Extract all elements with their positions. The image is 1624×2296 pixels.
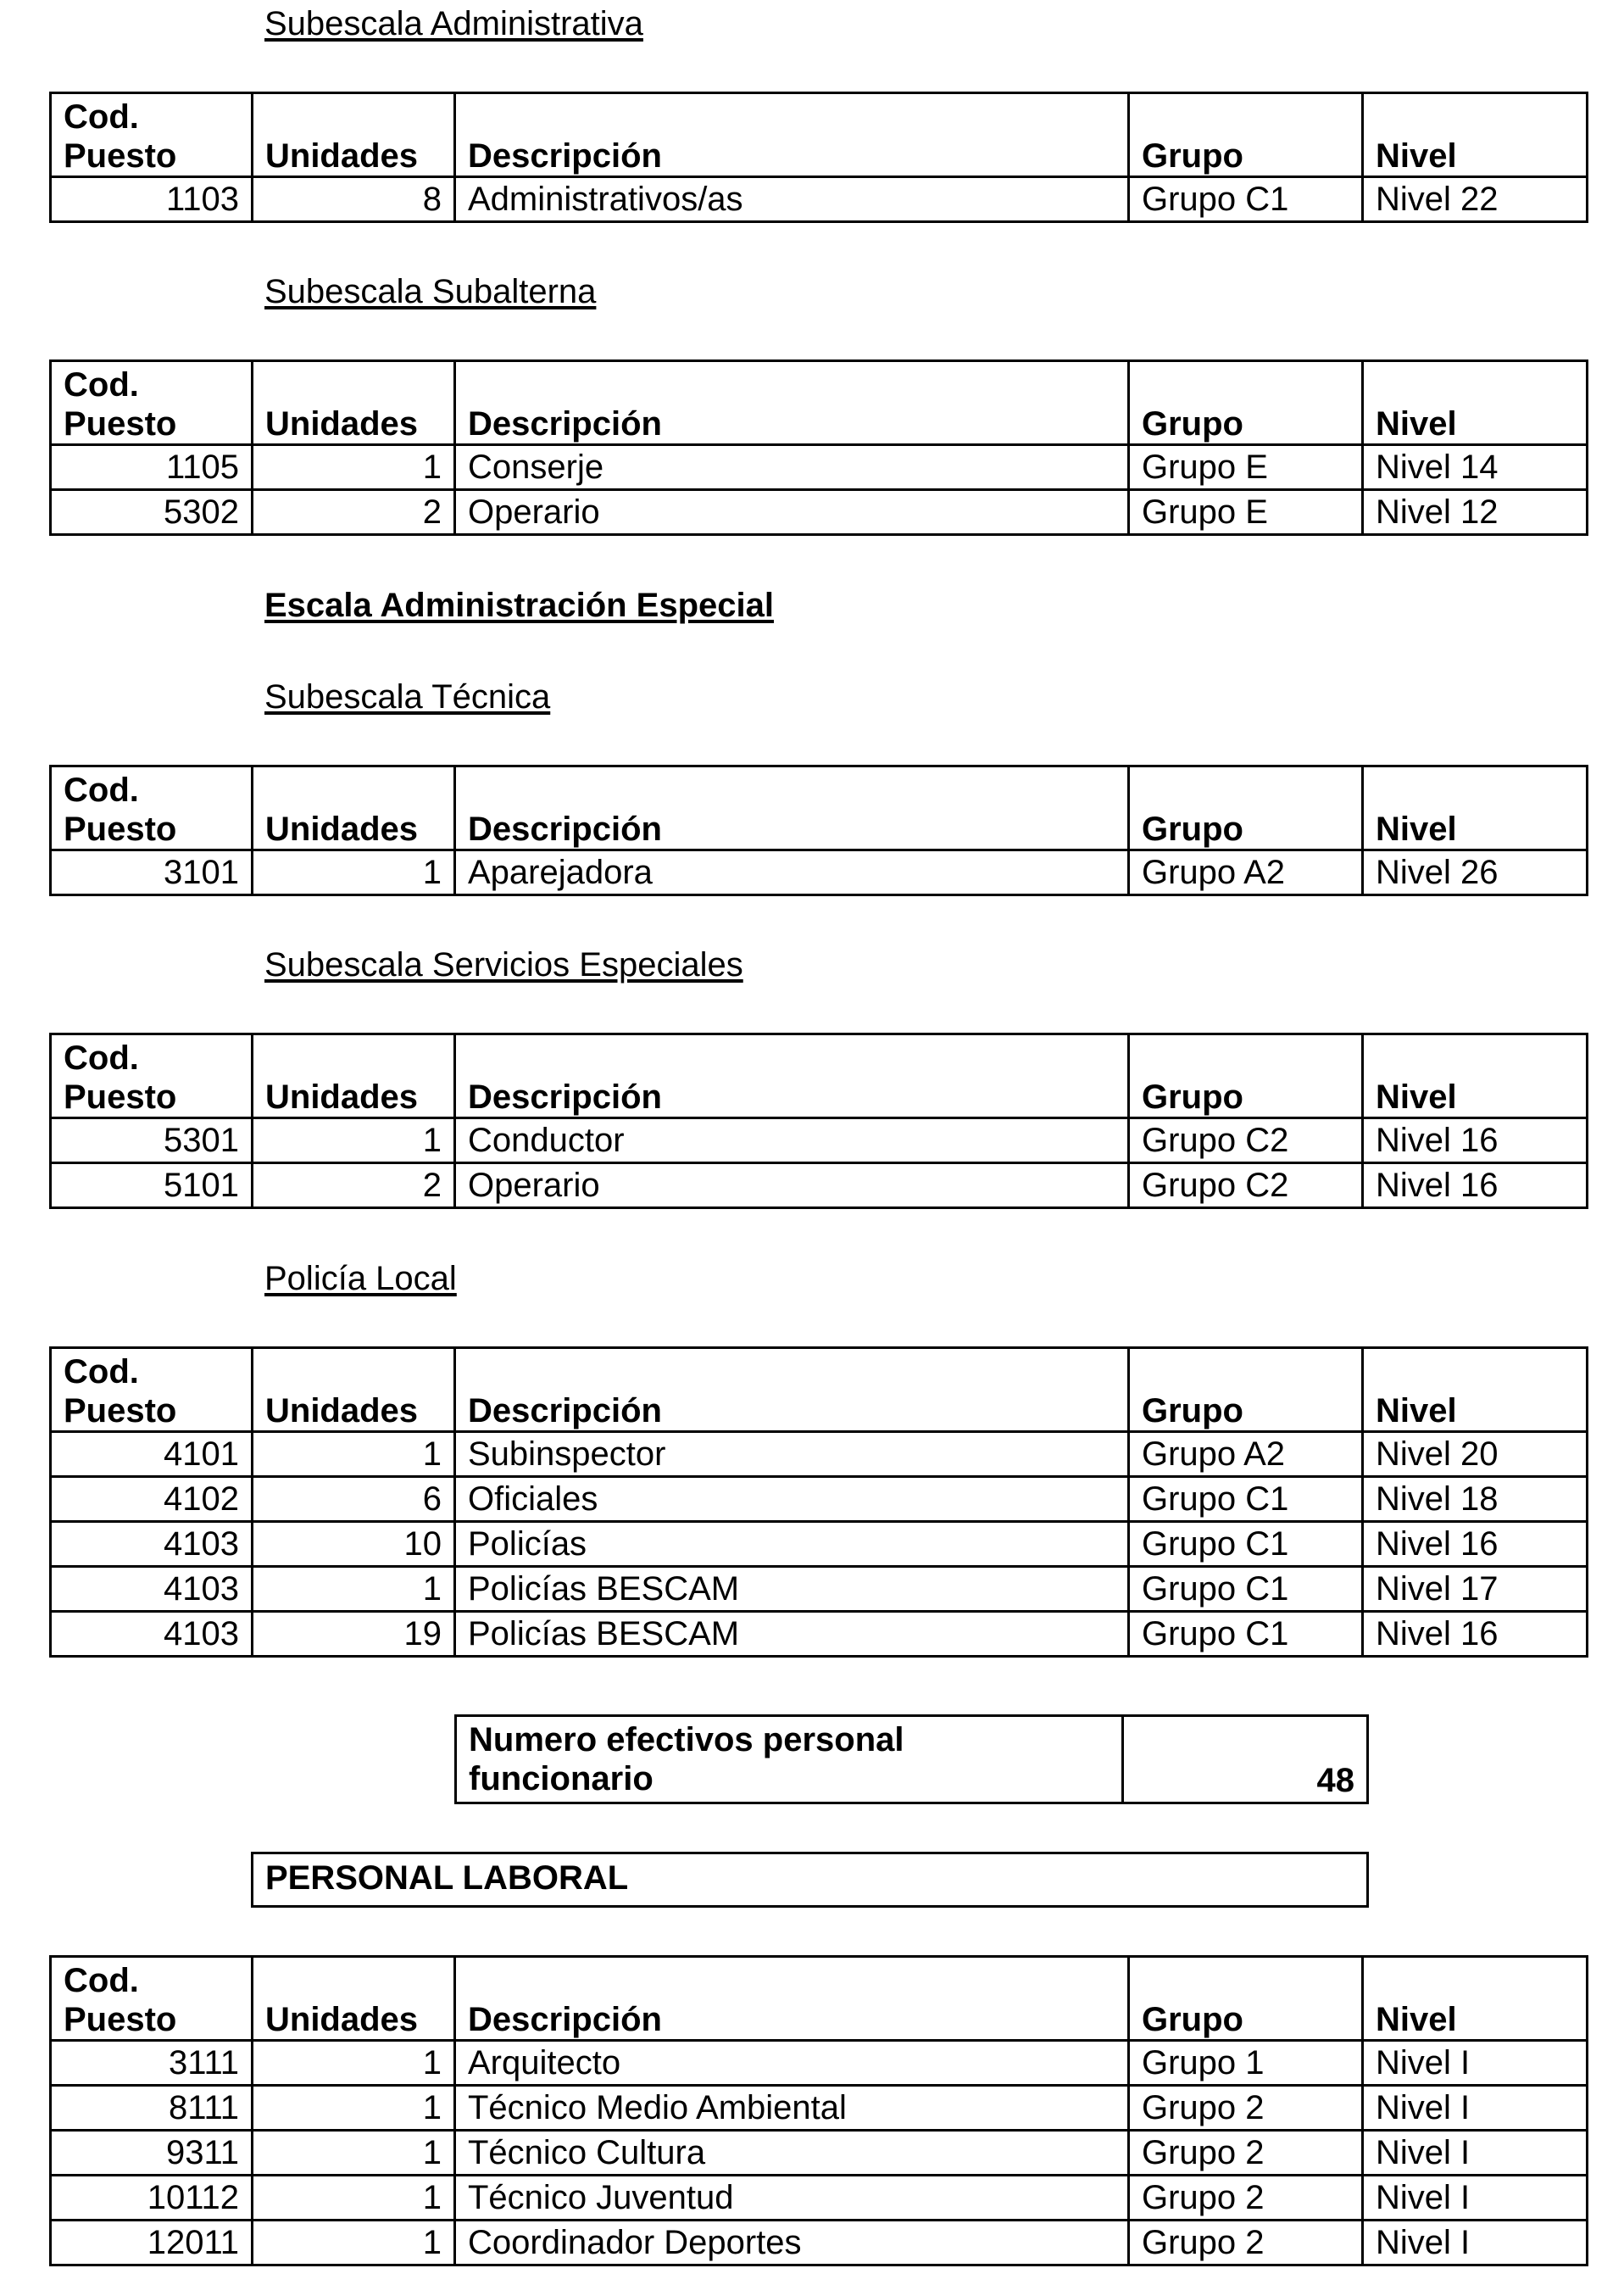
header-nivel: Nivel	[1363, 766, 1588, 850]
table-row	[51, 2176, 1588, 2221]
table-subescala-servicios-especiales	[49, 1033, 1588, 1209]
total-value: 48	[1316, 1762, 1354, 1799]
personal-laboral-heading: PERSONAL LABORAL	[265, 1859, 629, 1897]
cell-description: Administrativos/as	[455, 177, 1129, 222]
header-descripcion: Descripción	[455, 361, 1129, 445]
cell-group: Grupo 1	[1129, 2041, 1363, 2086]
header-cod-puesto	[51, 766, 253, 850]
cell-level: Nivel I	[1363, 2221, 1588, 2265]
table-row	[51, 490, 1588, 535]
header-puesto-line: Puesto	[64, 405, 177, 443]
table-row	[51, 2041, 1588, 2086]
heading-subescala-tecnica: Subescala Técnica	[264, 678, 551, 716]
table-row	[51, 1567, 1588, 1612]
cell-code: 5302	[51, 490, 253, 535]
cell-group: Grupo C2	[1129, 1118, 1363, 1163]
table-row	[51, 445, 1588, 490]
header-puesto-line: Puesto	[64, 137, 177, 175]
cell-units: 1	[253, 2176, 455, 2221]
cell-units: 1	[253, 850, 455, 895]
cell-description: Operario	[455, 1163, 1129, 1208]
cell-code: 1105	[51, 445, 253, 490]
header-puesto-line: Puesto	[64, 1078, 177, 1116]
header-cod-puesto	[51, 361, 253, 445]
cell-description: Policías BESCAM	[455, 1567, 1129, 1612]
cell-code: 4103	[51, 1567, 253, 1612]
cell-group: Grupo 2	[1129, 2221, 1363, 2265]
header-grupo: Grupo	[1129, 1957, 1363, 2041]
total-funcionario-box	[454, 1714, 1369, 1804]
header-nivel: Nivel	[1363, 93, 1588, 177]
cell-units: 1	[253, 1567, 455, 1612]
header-row	[51, 1034, 1588, 1118]
header-row	[51, 1957, 1588, 2041]
cell-description: Policías BESCAM	[455, 1612, 1129, 1657]
header-cod-line: Cod.	[64, 98, 139, 136]
header-nivel: Nivel	[1363, 1957, 1588, 2041]
table-subescala-administrativa	[49, 92, 1588, 223]
cell-description: Subinspector	[455, 1432, 1129, 1477]
header-row	[51, 93, 1588, 177]
header-descripcion: Descripción	[455, 93, 1129, 177]
cell-code: 8111	[51, 2086, 253, 2131]
header-cod-line: Cod.	[64, 772, 139, 809]
header-puesto-line: Puesto	[64, 811, 177, 848]
header-unidades: Unidades	[253, 93, 455, 177]
heading-escala-administracion-especial: Escala Administración Especial	[264, 587, 774, 624]
header-grupo: Grupo	[1129, 1034, 1363, 1118]
cell-description: Coordinador Deportes	[455, 2221, 1129, 2265]
cell-level: Nivel 20	[1363, 1432, 1588, 1477]
cell-level: Nivel 16	[1363, 1612, 1588, 1657]
cell-code: 1103	[51, 177, 253, 222]
cell-code: 4103	[51, 1612, 253, 1657]
cell-units: 1	[253, 2086, 455, 2131]
header-nivel: Nivel	[1363, 1348, 1588, 1432]
cell-code: 3111	[51, 2041, 253, 2086]
cell-code: 12011	[51, 2221, 253, 2265]
table-row	[51, 2221, 1588, 2265]
header-cod-puesto	[51, 1348, 253, 1432]
cell-group: Grupo A2	[1129, 850, 1363, 895]
cell-description: Técnico Medio Ambiental	[455, 2086, 1129, 2131]
cell-units: 1	[253, 1118, 455, 1163]
cell-level: Nivel 16	[1363, 1163, 1588, 1208]
header-puesto-line: Puesto	[64, 1392, 177, 1429]
header-grupo: Grupo	[1129, 361, 1363, 445]
heading-subescala-subalterna: Subescala Subalterna	[264, 273, 597, 310]
header-grupo: Grupo	[1129, 93, 1363, 177]
table-row	[51, 2131, 1588, 2176]
cell-group: Grupo 2	[1129, 2176, 1363, 2221]
cell-group: Grupo C1	[1129, 1612, 1363, 1657]
cell-description: Aparejadora	[455, 850, 1129, 895]
cell-units: 1	[253, 2131, 455, 2176]
heading-policia-local: Policía Local	[264, 1260, 457, 1297]
cell-units: 2	[253, 1163, 455, 1208]
cell-group: Grupo E	[1129, 445, 1363, 490]
cell-level: Nivel 18	[1363, 1477, 1588, 1522]
cell-units: 8	[253, 177, 455, 222]
cell-code: 4103	[51, 1522, 253, 1567]
header-cod-line: Cod.	[64, 1039, 139, 1077]
header-puesto-line: Puesto	[64, 2001, 177, 2038]
header-unidades: Unidades	[253, 1957, 455, 2041]
table-row	[51, 1612, 1588, 1657]
heading-subescala-servicios-especiales: Subescala Servicios Especiales	[264, 946, 743, 984]
cell-description: Conserje	[455, 445, 1129, 490]
cell-units: 6	[253, 1477, 455, 1522]
table-personal-laboral	[49, 1955, 1588, 2266]
cell-units: 1	[253, 1432, 455, 1477]
cell-units: 19	[253, 1612, 455, 1657]
header-unidades: Unidades	[253, 766, 455, 850]
total-label-line2: funcionario	[469, 1760, 653, 1797]
cell-code: 4102	[51, 1477, 253, 1522]
cell-code: 5301	[51, 1118, 253, 1163]
cell-level: Nivel I	[1363, 2176, 1588, 2221]
header-nivel: Nivel	[1363, 361, 1588, 445]
header-cod-puesto	[51, 1034, 253, 1118]
header-descripcion: Descripción	[455, 1348, 1129, 1432]
table-row	[51, 1118, 1588, 1163]
cell-group: Grupo E	[1129, 490, 1363, 535]
table-row	[51, 1522, 1588, 1567]
cell-group: Grupo C2	[1129, 1163, 1363, 1208]
total-label-line1: Numero efectivos personal	[469, 1721, 904, 1758]
header-row	[51, 1348, 1588, 1432]
table-subescala-subalterna	[49, 359, 1588, 536]
cell-code: 9311	[51, 2131, 253, 2176]
header-cod-puesto	[51, 1957, 253, 2041]
cell-level: Nivel 17	[1363, 1567, 1588, 1612]
cell-description: Policías	[455, 1522, 1129, 1567]
header-row	[51, 361, 1588, 445]
cell-group: Grupo C1	[1129, 177, 1363, 222]
cell-level: Nivel 14	[1363, 445, 1588, 490]
cell-group: Grupo 2	[1129, 2086, 1363, 2131]
cell-code: 3101	[51, 850, 253, 895]
cell-description: Técnico Cultura	[455, 2131, 1129, 2176]
cell-code: 10112	[51, 2176, 253, 2221]
header-unidades: Unidades	[253, 1348, 455, 1432]
cell-units: 1	[253, 2041, 455, 2086]
header-cod-line: Cod.	[64, 1353, 139, 1390]
cell-level: Nivel I	[1363, 2086, 1588, 2131]
cell-level: Nivel 12	[1363, 490, 1588, 535]
cell-group: Grupo C1	[1129, 1522, 1363, 1567]
cell-units: 10	[253, 1522, 455, 1567]
header-grupo: Grupo	[1129, 766, 1363, 850]
cell-level: Nivel I	[1363, 2131, 1588, 2176]
cell-level: Nivel 16	[1363, 1522, 1588, 1567]
cell-code: 4101	[51, 1432, 253, 1477]
header-unidades: Unidades	[253, 1034, 455, 1118]
table-policia-local	[49, 1346, 1588, 1658]
table-row	[51, 1432, 1588, 1477]
cell-description: Arquitecto	[455, 2041, 1129, 2086]
table-row	[51, 177, 1588, 222]
header-descripcion: Descripción	[455, 1957, 1129, 2041]
header-descripcion: Descripción	[455, 766, 1129, 850]
table-row	[51, 850, 1588, 895]
cell-units: 1	[253, 445, 455, 490]
cell-units: 1	[253, 2221, 455, 2265]
header-grupo: Grupo	[1129, 1348, 1363, 1432]
header-cod-puesto	[51, 93, 253, 177]
header-unidades: Unidades	[253, 361, 455, 445]
cell-group: Grupo C1	[1129, 1477, 1363, 1522]
cell-level: Nivel 26	[1363, 850, 1588, 895]
cell-level: Nivel 22	[1363, 177, 1588, 222]
cell-code: 5101	[51, 1163, 253, 1208]
header-cod-line: Cod.	[64, 366, 139, 404]
header-row	[51, 766, 1588, 850]
table-row	[51, 1477, 1588, 1522]
cell-description: Conductor	[455, 1118, 1129, 1163]
heading-subescala-administrativa: Subescala Administrativa	[264, 5, 643, 42]
personal-laboral-box	[251, 1852, 1369, 1908]
cell-group: Grupo A2	[1129, 1432, 1363, 1477]
table-row	[51, 2086, 1588, 2131]
cell-group: Grupo 2	[1129, 2131, 1363, 2176]
header-cod-line: Cod.	[64, 1962, 139, 1999]
cell-description: Técnico Juventud	[455, 2176, 1129, 2221]
header-nivel: Nivel	[1363, 1034, 1588, 1118]
cell-level: Nivel 16	[1363, 1118, 1588, 1163]
cell-description: Oficiales	[455, 1477, 1129, 1522]
table-row	[51, 1163, 1588, 1208]
cell-units: 2	[253, 490, 455, 535]
cell-group: Grupo C1	[1129, 1567, 1363, 1612]
table-subescala-tecnica	[49, 765, 1588, 896]
header-descripcion: Descripción	[455, 1034, 1129, 1118]
cell-description: Operario	[455, 490, 1129, 535]
cell-level: Nivel I	[1363, 2041, 1588, 2086]
